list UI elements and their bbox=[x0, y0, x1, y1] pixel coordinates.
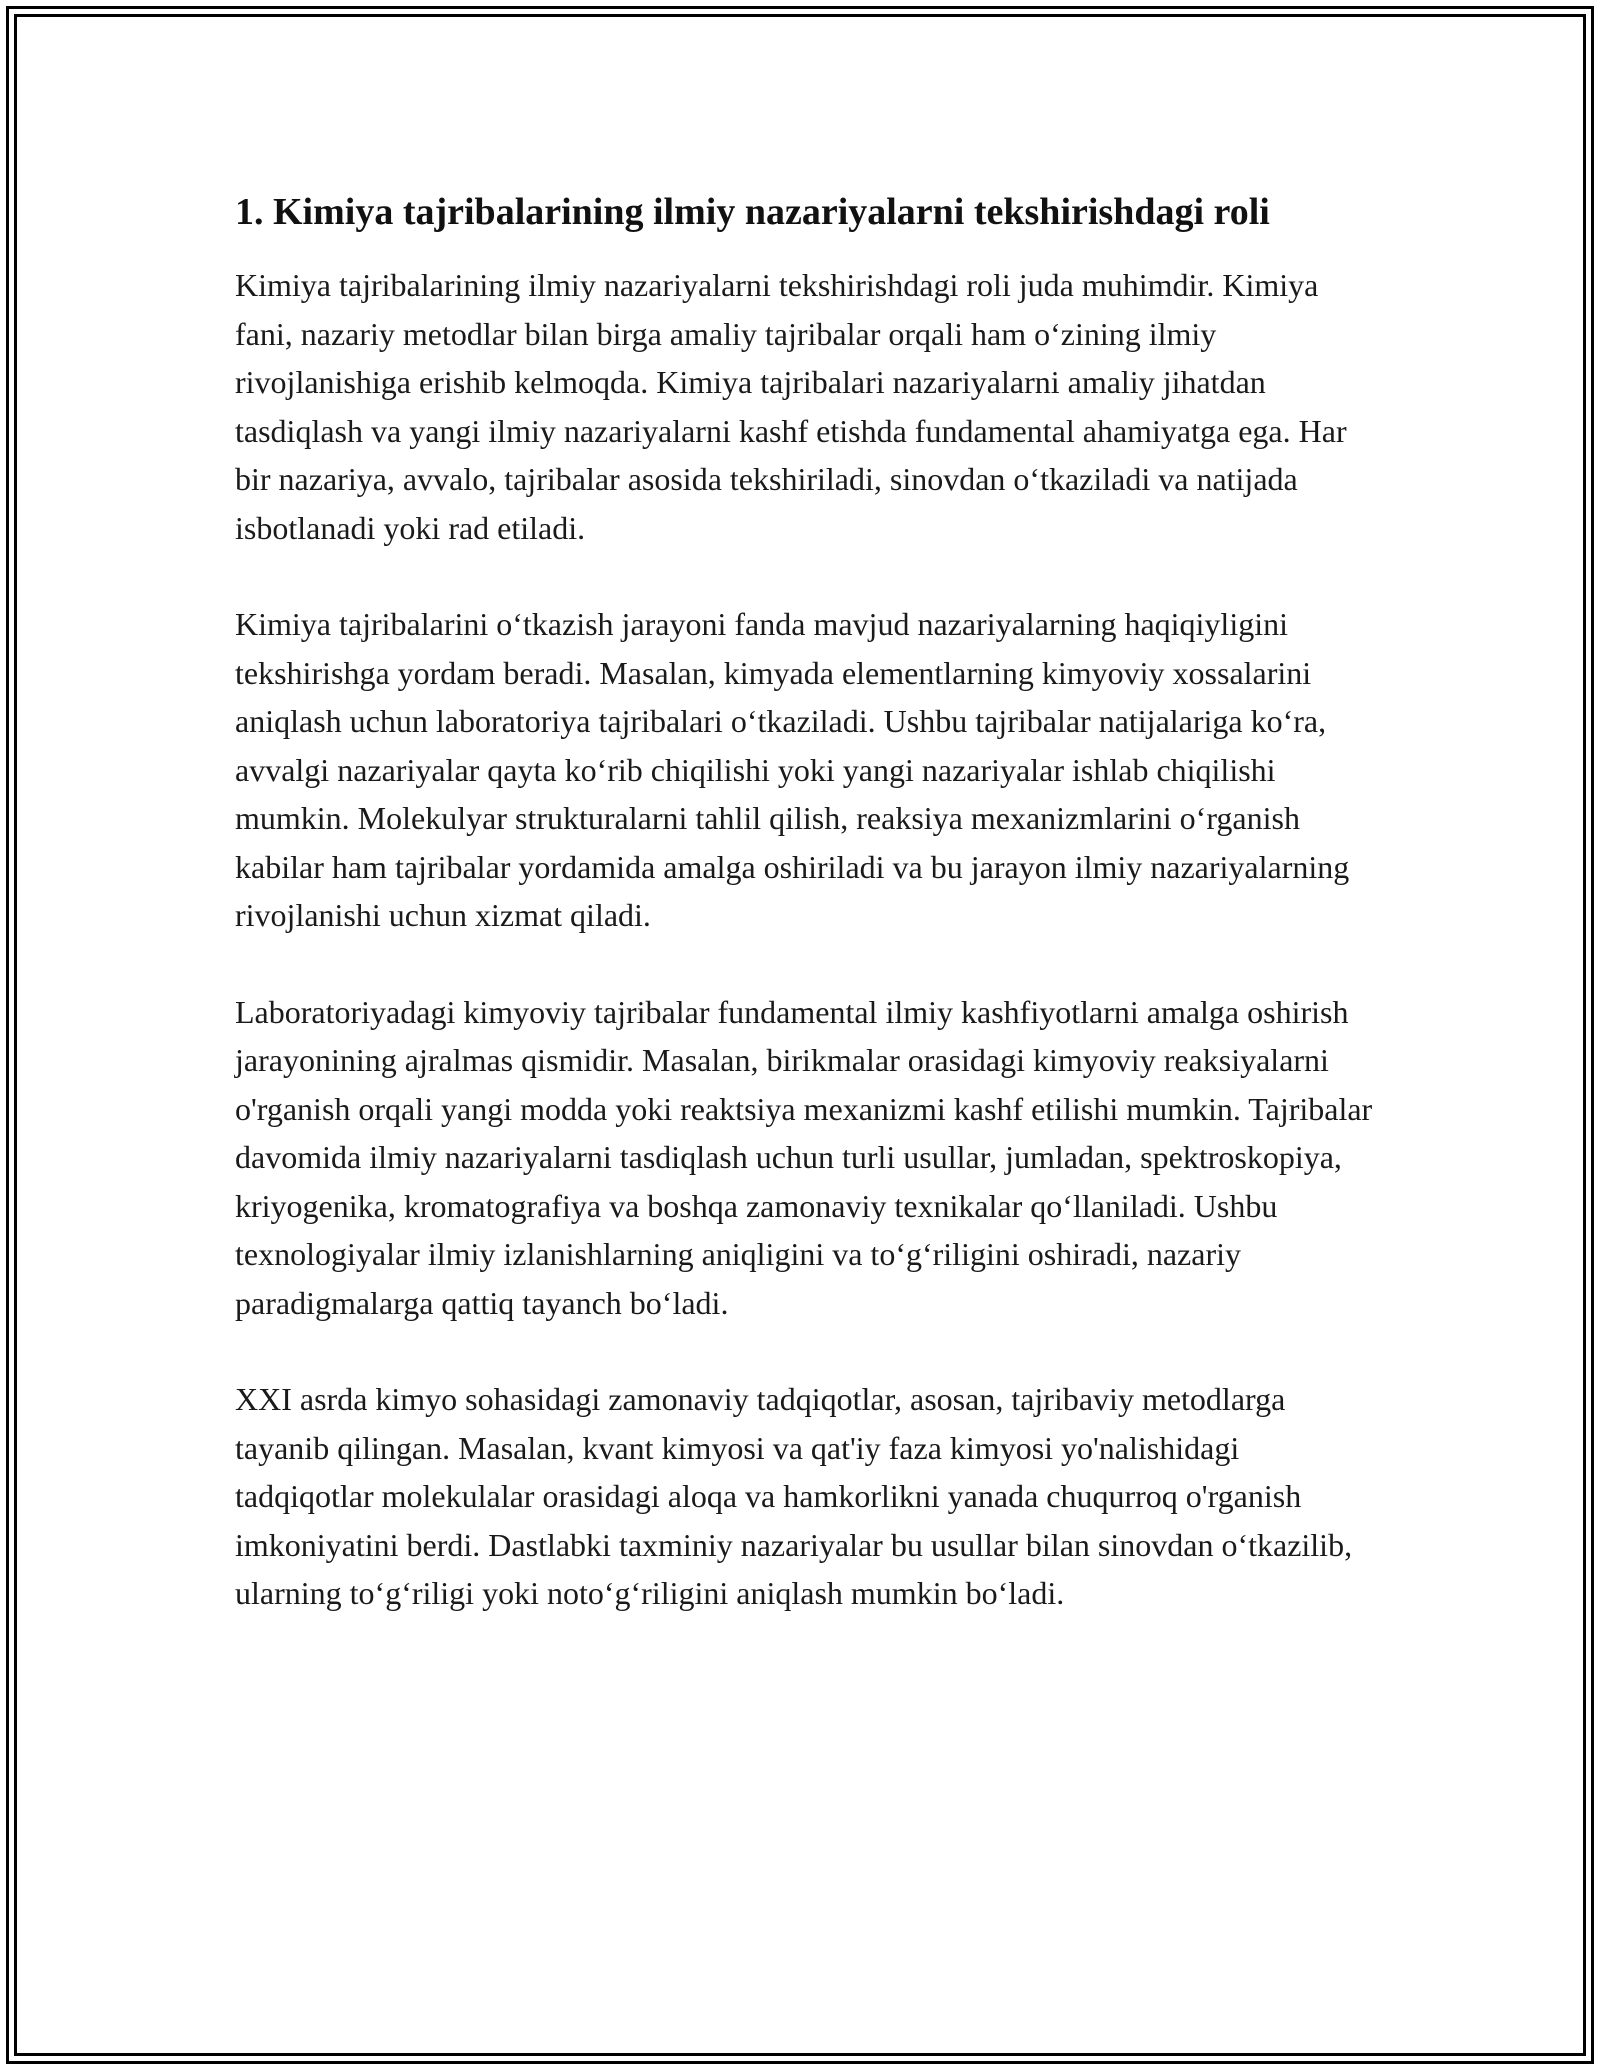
document-body bbox=[235, 185, 1375, 1666]
paragraph-1: Kimiya tajribalarining ilmiy nazariyalarni tekshirishdagi roli juda muhimdir. Kimiya fani, nazariy metodlar bilan birga amaliy tajribalar orqali ham o‘zining ilmiy rivojlanishiga erishib kelmoqda. Kimiya tajribalari nazariyalarni amaliy jihatdan tasdiqlash va yangi ilmiy nazariyalarni kashf etishda fundamental ahamiyatga ega. Har bir nazariya, avvalo, tajribalar asosida tekshiriladi, sinovdan o‘tkaziladi va natijada isbotlanadi yoki rad etiladi. bbox=[235, 267, 1347, 546]
paragraph-4: XXI asrda kimyo sohasidagi zamonaviy tadqiqotlar, asosan, tajribaviy metodlarga tayanib qilingan. Masalan, kvant kimyosi va qat'iy faza kimyosi yo'nalishidagi tadqiqotlar molekulalar orasidagi aloqa va hamkorlikni yanada chuqurroq o'rganish imkoniyatini berdi. Dastlabki taxminiy nazariyalar bu usullar bilan sinovdan o‘tkazilib, ularning to‘g‘riligi yoki noto‘g‘riligini aniqlash mumkin bo‘ladi. bbox=[235, 1381, 1353, 1611]
paragraph-3: Laboratoriyadagi kimyoviy tajribalar fundamental ilmiy kashfiyotlarni amalga oshirish jarayonining ajralmas qismidir. Masalan, birikmalar orasidagi kimyoviy reaksiyalarni o'rganish orqali yangi modda yoki reaktsiya mexanizmi kashf etilishi mumkin. Tajribalar davomida ilmiy nazariyalarni tasdiqlash uchun turli usullar, jumladan, spektroskopiya, kriyogenika, kromatografiya va boshqa zamonaviy texnikalar qo‘llaniladi. Ushbu texnologiyalar ilmiy izlanishlarning aniqligini va to‘g‘riligini oshiradi, nazariy paradigmalarga qattiq tayanch bo‘ladi. bbox=[235, 993, 1373, 1321]
section-heading: 1. Kimiya tajribalarining ilmiy nazariyalarni tekshirishdagi roli bbox=[235, 191, 1270, 233]
paragraph-2: Kimiya tajribalarini o‘tkazish jarayoni fanda mavjud nazariyalarning haqiqiyligini tekshirishga yordam beradi. Masalan, kimyada elementlarning kimyoviy xossalarini aniqlash uchun laboratoriya tajribalari o‘tkaziladi. Ushbu tajribalar natijalariga ko‘ra, avvalgi nazariyalar qayta ko‘rib chiqilishi yoki yangi nazariyalar ishlab chiqilishi mumkin. Molekulyar strukturalarni tahlil qilish, reaksiya mexanizmlarini o‘rganish kabilar ham tajribalar yordamida amalga oshiriladi va bu jarayon ilmiy nazariyalarning rivojlanishi uchun xizmat qiladi. bbox=[235, 606, 1350, 933]
